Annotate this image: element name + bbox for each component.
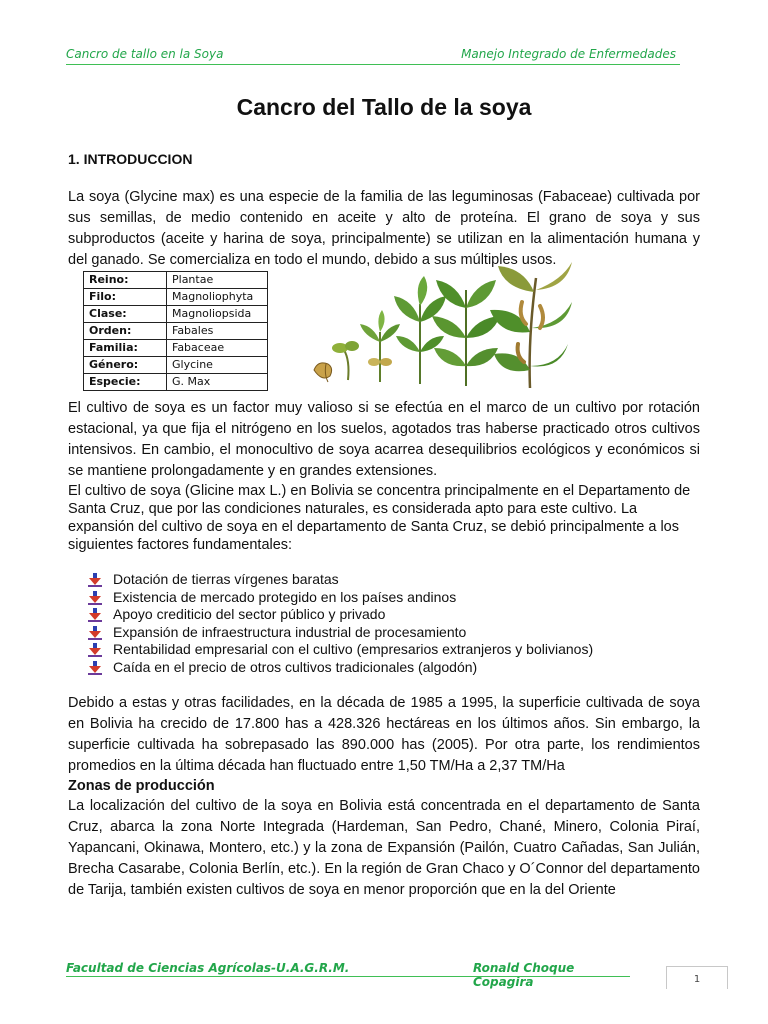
taxonomy-rank: Género: <box>84 357 167 374</box>
taxonomy-value: Magnoliopsida <box>167 306 268 323</box>
paragraph-santa-cruz: El cultivo de soya (Glicine max L.) en Bolivia se concentra principalmente en el Departamento de Santa Cruz, que por las condiciones naturales, es considerada apto para este cultivo. La expansión del cultivo de soya en el departamento de Santa Cruz, se debió principalmente a los siguientes factores fundamentales: <box>68 483 691 553</box>
taxonomy-value: Magnoliophyta <box>167 289 268 306</box>
footer-left: Facultad de Ciencias Agrícolas-U.A.G.R.M. <box>66 961 350 975</box>
taxonomy-row <box>84 289 268 306</box>
taxonomy-rank: Orden: <box>84 323 167 340</box>
bullet-arrow-icon <box>88 608 102 622</box>
bullet-arrow-icon <box>88 573 102 587</box>
taxonomy-value: Plantae <box>167 272 268 289</box>
bullet-arrow-icon <box>88 626 102 640</box>
taxonomy-value: Glycine <box>167 357 268 374</box>
document-title: Cancro del Tallo de la soya <box>236 94 532 120</box>
paragraph-intro: La soya (Glycine max) es una especie de la familia de las leguminosas (Fabaceae) cultivada por sus semillas, de medio contenido en aceite y alto de proteína. El grano de soya y sus subproductos (aceite y harina de soya, principalmente) se utilizan en la alimentación humana y del ganado. Se comercializa en todo el mundo, debido a sus múltiples usos. <box>68 189 700 268</box>
footer-rule <box>66 976 630 977</box>
factor-text: Dotación de tierras vírgenes baratas <box>113 571 339 587</box>
zonas-heading: Zonas de producción <box>68 778 215 794</box>
header-rule <box>66 64 680 65</box>
taxonomy-table <box>83 271 268 391</box>
taxonomy-rank: Filo: <box>84 289 167 306</box>
taxonomy-value: Fabales <box>167 323 268 340</box>
factor-text: Rentabilidad empresarial con el cultivo (empresarios extranjeros y bolivianos) <box>113 641 594 658</box>
mature-plant-stage <box>490 262 572 388</box>
taxonomy-row <box>84 272 268 289</box>
page-header <box>66 47 676 61</box>
factor-item <box>88 641 593 659</box>
factor-item <box>88 589 593 607</box>
factor-item <box>88 659 593 677</box>
factor-item <box>88 624 593 642</box>
factor-text: Expansión de infraestructura industrial de procesamiento <box>113 623 467 640</box>
factors-list <box>88 571 593 677</box>
soybean-plants-svg <box>308 262 576 392</box>
taxonomy-row <box>84 374 268 391</box>
taxonomy-rank: Clase: <box>84 306 167 323</box>
factor-text: Apoyo crediticio del sector público y privado <box>113 606 386 623</box>
paragraph-zonas: La localización del cultivo de la soya en Bolivia está concentrada en el departamento de Santa Cruz, abarca la zona Norte Integrada (Hardeman, San Pedro, Chané, Minero, Colonia Piraí, Yapancani, Okinawa, Montero, etc.) y la zona de Expansión (Pailón, Cuatro Cañadas, San Julián, Brecha Casarabe, Colonia Berlín, etc.). En la región de Gran Chaco y O´Connor del departamento de Tarija, también existen cultivos de soya en menor proporción que en la del Oriente <box>68 798 700 898</box>
taxonomy-value: G. Max <box>167 374 268 391</box>
factor-text: Caída en el precio de otros cultivos tradicionales (algodón) <box>113 658 478 675</box>
page-footer <box>66 961 632 989</box>
young-plant-stage <box>394 276 446 384</box>
bullet-arrow-icon <box>88 591 102 605</box>
factor-text: Existencia de mercado protegido en los países andinos <box>113 588 457 605</box>
growing-plant-stage <box>432 280 500 386</box>
seed-stage <box>314 363 332 382</box>
section-heading-introduccion: 1. INTRODUCCION <box>68 151 193 167</box>
footer-right: Ronald Choque Copagira <box>473 961 575 989</box>
paragraph-superficie: Debido a estas y otras facilidades, en la década de 1985 a 1995, la superficie cultivada de soya en Bolivia ha crecido de 17.800 has a 428.326 hectáreas en los últimos años. Sin embargo, la superficie cultivada ha sobrepasado las 890.000 has (2005). Por otra parte, los rendimientos promedios en la última década han fluctuado entre 1,50 TM/Ha a 2,37 TM/Ha <box>68 695 700 774</box>
taxonomy-row <box>84 306 268 323</box>
taxonomy-row <box>84 357 268 374</box>
header-left: Cancro de tallo en la Soya <box>66 47 224 61</box>
header-right: Manejo Integrado de Enfermedades <box>461 47 676 61</box>
taxonomy-rank: Familia: <box>84 340 167 357</box>
page-number: 1 <box>666 966 728 989</box>
taxonomy-value: Fabaceae <box>167 340 268 357</box>
seedling-stage <box>360 310 400 382</box>
sprout-stage <box>332 341 359 380</box>
taxonomy-rank: Reino: <box>84 272 167 289</box>
bullet-arrow-icon <box>88 643 102 657</box>
taxonomy-row <box>84 340 268 357</box>
soybean-growth-stages-illustration <box>308 262 576 397</box>
bullet-arrow-icon <box>88 661 102 675</box>
paragraph-rotation: El cultivo de soya es un factor muy valioso si se efectúa en el marco de un cultivo por rotación estacional, ya que fija el nitrógeno en los suelos, agotados tras haberse practicado otros cultivos intensivos. En cambio, el monocultivo de soya acarrea desequilibrios ecológicos y económicos si se mantiene prolongadamente y en grandes extensiones. <box>68 400 700 479</box>
factor-item <box>88 606 593 624</box>
factor-item <box>88 571 593 589</box>
taxonomy-rank: Especie: <box>84 374 167 391</box>
taxonomy-row <box>84 323 268 340</box>
